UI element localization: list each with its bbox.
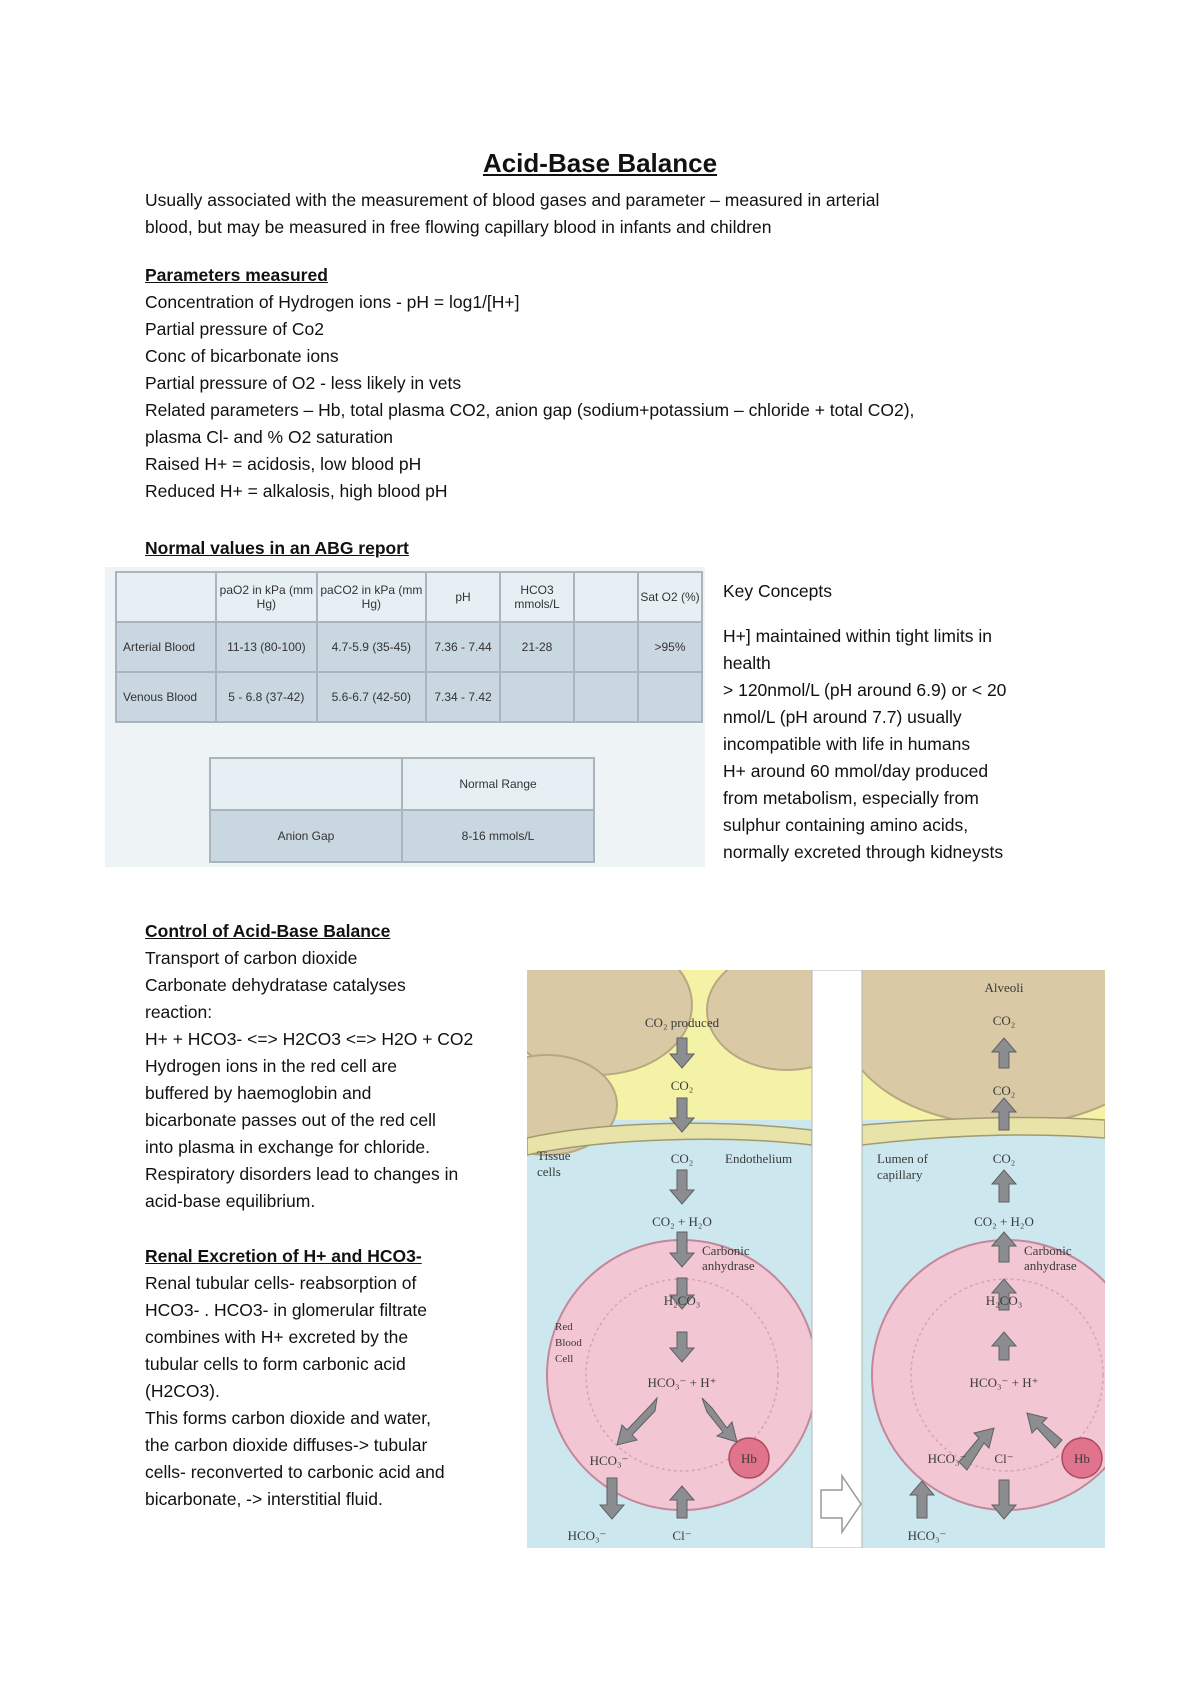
label-cell: Cell [555, 1353, 574, 1365]
label-cells: cells [537, 1164, 561, 1179]
label-hco3-h: HCO₃⁻ + H⁺ [647, 1375, 717, 1390]
abg-cell [574, 672, 638, 722]
renal-line: Renal tubular cells- reabsorption of [145, 1273, 417, 1293]
normal-values-section [145, 535, 409, 562]
label-hco3-out: HCO₃⁻ [567, 1528, 607, 1543]
control-line: bicarbonate passes out of the red cell [145, 1110, 436, 1130]
parameters-section [145, 262, 914, 505]
co2-transport-diagram [527, 970, 1105, 1548]
abg-cell: 5 - 6.8 (37-42) [216, 672, 317, 722]
renal-line: tubular cells to form carbonic acid [145, 1354, 406, 1374]
abg-cell: >95% [638, 622, 702, 672]
renal-line: the carbon dioxide diffuses-> tubular [145, 1435, 428, 1455]
control-line: H+ + HCO3- <=> H2CO3 <=> H2O + CO2 [145, 1029, 474, 1049]
label-red: Red [555, 1321, 573, 1333]
label-co2-produced: CO₂ produced [644, 1015, 720, 1030]
label-hco3: HCO₃⁻ [927, 1451, 967, 1466]
control-line: into plasma in exchange for chloride. [145, 1137, 431, 1157]
abg-cell: 11-13 (80-100) [216, 622, 317, 672]
label-capillary: capillary [877, 1167, 923, 1182]
abg-row-label: Arterial Blood [116, 622, 216, 672]
label-hb: Hb [1074, 1451, 1090, 1466]
control-line: buffered by haemoglobin and [145, 1083, 372, 1103]
key-concepts-line: sulphur containing amino acids, [723, 815, 969, 835]
label-carbonic: Carbonic [702, 1243, 750, 1258]
parameters-line: Conc of bicarbonate ions [145, 346, 339, 366]
abg-header-ph: pH [426, 572, 500, 622]
renal-line: This forms carbon dioxide and water, [145, 1408, 431, 1428]
control-line: reaction: [145, 1002, 213, 1022]
abg-row-arterial [116, 622, 702, 672]
key-concepts-line: incompatible with life in humans [723, 734, 971, 754]
key-concepts-section [723, 578, 1006, 866]
anion-header: Normal Range [402, 758, 594, 810]
renal-line: bicarbonate, -> interstitial fluid. [145, 1489, 383, 1509]
control-line: acid-base equilibrium. [145, 1191, 316, 1211]
page-title: Acid-Base Balance [482, 148, 718, 178]
renal-line: HCO3- . HCO3- in glomerular filtrate [145, 1300, 428, 1320]
key-concepts-line: from metabolism, especially from [723, 788, 979, 808]
abg-cell: 4.7-5.9 (35-45) [317, 622, 426, 672]
key-concepts-line: normally excreted through kidneysts [723, 842, 1004, 862]
key-concepts-line: nmol/L (pH around 7.7) usually [723, 707, 962, 727]
label-co2: CO₂ [670, 1078, 694, 1093]
label-co2: CO₂ [992, 1083, 1016, 1098]
control-line: Transport of carbon dioxide [145, 948, 358, 968]
parameters-line: Partial pressure of Co2 [145, 319, 324, 339]
parameters-line: Concentration of Hydrogen ions - pH = log1/[H+] [145, 292, 520, 312]
key-concepts-line: > 120nmol/L (pH around 6.9) or < 20 [723, 680, 1007, 700]
abg-cell [638, 672, 702, 722]
renal-line: cells- reconverted to carbonic acid and [145, 1462, 445, 1482]
control-heading: Control of Acid-Base Balance [145, 921, 391, 941]
label-h2co3: H₂CO₃ [985, 1293, 1023, 1308]
abg-table [115, 571, 703, 723]
abg-cell [500, 672, 574, 722]
intro-line: Usually associated with the measurement of blood gases and parameter – measured in arterial [145, 190, 880, 210]
anion-value: 8-16 mmols/L [402, 810, 594, 862]
control-line: Carbonate dehydratase catalyses [145, 975, 406, 995]
label-tissue: Tissue [537, 1148, 571, 1163]
label-alveoli: Alveoli [984, 980, 1024, 995]
label-hb: Hb [741, 1451, 757, 1466]
intro-paragraph [145, 187, 879, 241]
label-hco3-out: HCO₃⁻ [907, 1528, 947, 1543]
abg-header-pao2: paO2 in kPa (mm Hg) [216, 572, 317, 622]
key-concepts-line: H+] maintained within tight limits in [723, 626, 992, 646]
key-concepts-line: H+ around 60 mmol/day produced [723, 761, 989, 781]
abg-header-row [116, 572, 702, 622]
key-concepts-heading: Key Concepts [723, 581, 832, 601]
control-section [145, 918, 473, 1215]
abg-cell [574, 622, 638, 672]
label-blood: Blood [555, 1337, 582, 1349]
abg-table-image [105, 567, 705, 867]
abg-cell: 5.6-6.7 (42-50) [317, 672, 426, 722]
abg-header-hco3: HCO3 mmols/L [500, 572, 574, 622]
label-co2: CO₂ [670, 1151, 694, 1166]
renal-section [145, 1243, 445, 1513]
control-line: Respiratory disorders lead to changes in [145, 1164, 459, 1184]
abg-cell: 21-28 [500, 622, 574, 672]
intro-line: blood, but may be measured in free flowing capillary blood in infants and children [145, 217, 772, 237]
parameters-heading: Parameters measured [145, 265, 328, 285]
key-concepts-line: health [723, 653, 771, 673]
label-co2: CO₂ [992, 1151, 1016, 1166]
control-line: Hydrogen ions in the red cell are [145, 1056, 397, 1076]
label-co2-h2o: CO₂ + H₂O [652, 1214, 712, 1229]
label-hco3-h: HCO₃⁻ + H⁺ [969, 1375, 1039, 1390]
anion-gap-table [209, 757, 595, 863]
abg-header-paco2: paCO2 in kPa (mm Hg) [317, 572, 426, 622]
label-carbonic: Carbonic [1024, 1243, 1072, 1258]
label-co2-h2o: CO₂ + H₂O [974, 1214, 1034, 1229]
renal-heading: Renal Excretion of H+ and HCO3- [145, 1246, 422, 1266]
renal-line: combines with H+ excreted by the [145, 1327, 409, 1347]
parameters-line: Reduced H+ = alkalosis, high blood pH [145, 481, 448, 501]
abg-header-blank [574, 572, 638, 622]
parameters-line: Raised H+ = acidosis, low blood pH [145, 454, 422, 474]
label-endothelium: Endothelium [725, 1151, 793, 1166]
abg-row-label: Venous Blood [116, 672, 216, 722]
renal-line: (H2CO3). [145, 1381, 220, 1401]
normal-values-heading: Normal values in an ABG report [145, 538, 409, 558]
anion-label: Anion Gap [210, 810, 402, 862]
parameters-line: Partial pressure of O2 - less likely in vets [145, 373, 462, 393]
label-co2: CO₂ [992, 1013, 1016, 1028]
abg-cell: 7.36 - 7.44 [426, 622, 500, 672]
label-lumen: Lumen of [877, 1151, 928, 1166]
parameters-line: Related parameters – Hb, total plasma CO2, anion gap (sodium+potassium – chloride + total CO2), [145, 400, 915, 420]
abg-header-sato2: Sat O2 (%) [638, 572, 702, 622]
label-anhydrase: anhydrase [1024, 1258, 1077, 1273]
label-anhydrase: anhydrase [702, 1258, 755, 1273]
label-cl: Cl⁻ [672, 1528, 692, 1543]
abg-cell: 7.34 - 7.42 [426, 672, 500, 722]
label-hco3: HCO₃⁻ [589, 1453, 629, 1468]
abg-row-venous [116, 672, 702, 722]
parameters-line: plasma Cl- and % O2 saturation [145, 427, 394, 447]
label-h2co3: H₂CO₃ [663, 1293, 701, 1308]
label-cl: Cl⁻ [994, 1451, 1014, 1466]
